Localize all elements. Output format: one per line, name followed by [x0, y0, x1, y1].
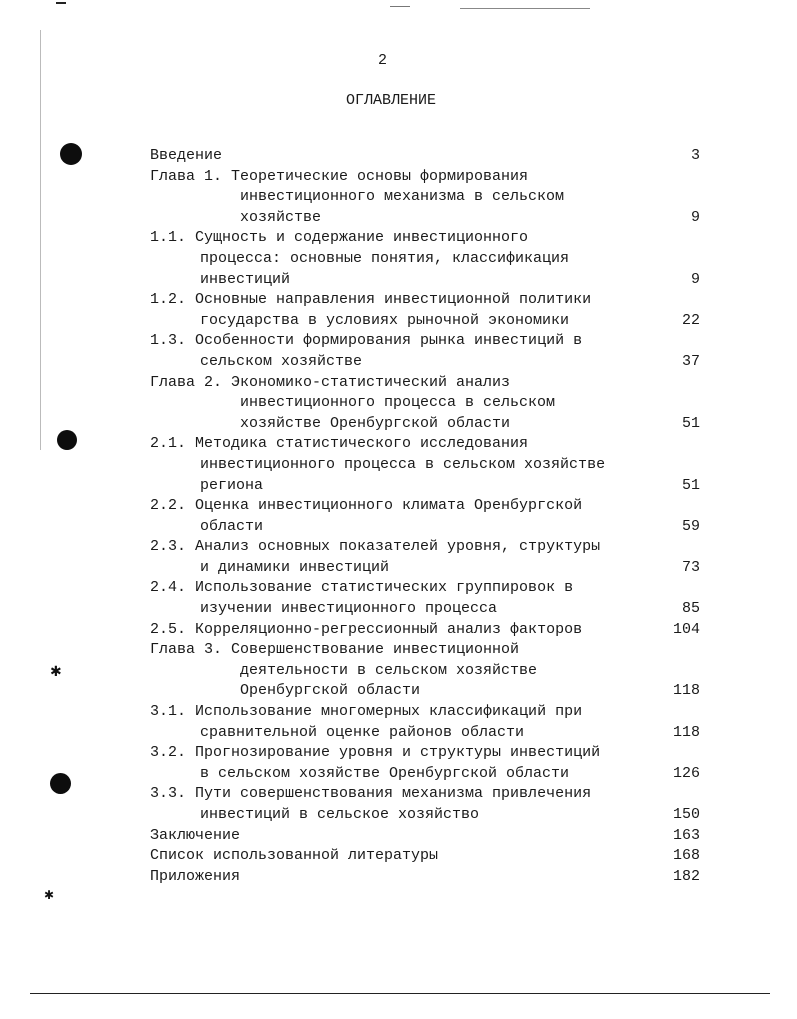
toc-entry-title-continuation: хозяйстве Оренбургской области: [240, 414, 511, 432]
toc-entry-title: 2.3. Анализ основных показателей уровня, структуры: [150, 538, 601, 556]
toc-entry-title: 2.5. Корреляционно-регрессионный анализ факторов: [150, 620, 583, 638]
toc-entry-title: 2.4. Использование статистических группировок в: [150, 579, 574, 597]
toc-entry-page-number: 104: [672, 620, 700, 638]
toc-entry: [150, 496, 710, 537]
toc-entry-page-number: 118: [672, 723, 700, 741]
toc-entry-page-number: 22: [681, 311, 700, 329]
toc-entry: [150, 146, 710, 167]
toc-entry-page-number: 73: [681, 558, 700, 576]
toc-entry: [150, 537, 710, 578]
toc-entry-page-number: 3: [690, 147, 700, 164]
scan-hole-dot: [57, 430, 77, 450]
toc-entry: [150, 373, 710, 435]
toc-entry-page-number: 51: [681, 476, 700, 494]
toc-entry-title-continuation: инвестиций в сельское хозяйство: [200, 806, 480, 823]
toc-entry-title: Глава 3. Совершенствование инвестиционной: [150, 641, 520, 659]
toc-entry-page-number: 150: [672, 806, 700, 823]
scan-mark: ✱: [50, 664, 62, 680]
toc-entry-page-number: 51: [681, 414, 700, 432]
toc-entry-title-continuation: сельском хозяйстве: [200, 352, 363, 370]
scan-mark: ✱: [44, 888, 55, 902]
toc-entry-title: Заключение: [150, 826, 241, 844]
page-title: ОГЛАВЛЕНИЕ: [346, 92, 437, 109]
toc-entry-title-continuation: государства в условиях рыночной экономики: [200, 311, 570, 329]
toc-entry: [150, 640, 710, 702]
toc-entry-page-number: 118: [672, 682, 700, 700]
toc-entry-title: Глава 2. Экономико-статистический анализ: [150, 373, 511, 391]
toc-entry-title-continuation: деятельности в сельском хозяйстве: [240, 661, 538, 679]
toc-entry-title-continuation: инвестиционного процесса в сельском: [240, 394, 556, 412]
toc-entry-title: Список использованной литературы: [150, 847, 439, 865]
toc-entry: [150, 578, 710, 619]
toc-entry-page-number: 163: [672, 826, 700, 844]
toc-entry-title-continuation: инвестиционного механизма в сельском: [240, 188, 565, 206]
toc-entry-page-number: 9: [690, 270, 700, 288]
toc-entry-title-continuation: в сельском хозяйстве Оренбургской области: [200, 764, 570, 782]
toc-entry-title: 1.3. Особенности формирования рынка инвестиций в: [150, 332, 583, 350]
toc-entry-title: 2.1. Методика статистического исследования: [150, 435, 529, 453]
toc-entry-title-continuation: Оренбургской области: [240, 682, 421, 700]
toc-entry-title-continuation: региона: [200, 476, 264, 494]
table-of-contents: [150, 146, 710, 887]
scan-top-line-2: [460, 8, 590, 9]
toc-entry: [150, 331, 710, 372]
toc-entry-title: Глава 1. Теоретические основы формирования: [150, 167, 529, 185]
toc-entry: [150, 290, 710, 331]
toc-entry-page-number: 182: [672, 867, 700, 885]
toc-entry: [150, 702, 710, 743]
toc-entry-title-continuation: области: [200, 517, 264, 535]
scan-top-left-mark: [56, 2, 66, 4]
scan-top-line: [390, 6, 410, 7]
toc-entry: [150, 867, 710, 888]
scan-hole-dot: [60, 143, 82, 165]
scan-hole-dot: [50, 773, 71, 794]
toc-entry: [150, 743, 710, 784]
toc-entry-page-number: 9: [690, 208, 700, 226]
toc-entry-page-number: 85: [681, 600, 700, 618]
toc-entry-title: 3.2. Прогнозирование уровня и структуры инвестиций: [150, 744, 601, 762]
scan-left-edge-line: [40, 30, 41, 450]
toc-entry-page-number: 168: [672, 847, 700, 865]
toc-entry-title: 1.1. Сущность и содержание инвестиционного: [150, 229, 529, 247]
toc-entry: [150, 434, 710, 496]
toc-entry-title-continuation: инвестиций: [200, 270, 291, 288]
toc-entry-title: 1.2. Основные направления инвестиционной политики: [150, 291, 592, 309]
toc-entry-title: 2.2. Оценка инвестиционного климата Оренбургской: [150, 497, 583, 515]
toc-entry: [150, 826, 710, 847]
toc-entry-title: Введение: [150, 147, 223, 164]
toc-entry: [150, 620, 710, 641]
toc-entry-title-continuation: сравнительной оценке районов области: [200, 723, 525, 741]
toc-entry: [150, 167, 710, 229]
toc-entry-title-continuation: процесса: основные понятия, классификация: [200, 249, 570, 267]
toc-entry-title: 3.1. Использование многомерных классификаций при: [150, 703, 583, 721]
toc-entry: [150, 228, 710, 290]
toc-entry-page-number: 37: [681, 352, 700, 370]
toc-entry-title-continuation: изучении инвестиционного процесса: [200, 600, 498, 618]
scan-bottom-line: [30, 993, 770, 994]
toc-entry-page-number: 126: [672, 764, 700, 782]
toc-entry: [150, 846, 710, 867]
toc-entry-title-continuation: инвестиционного процесса в сельском хозяйстве: [200, 455, 606, 473]
toc-entry-page-number: 59: [681, 517, 700, 535]
toc-entry-title: Приложения: [150, 867, 241, 885]
page-number: 2: [378, 52, 388, 69]
toc-entry: [150, 784, 710, 825]
toc-entry-title: 3.3. Пути совершенствования механизма привлечения: [150, 785, 592, 803]
toc-entry-title-continuation: и динамики инвестиций: [200, 558, 390, 576]
toc-entry-title-continuation: хозяйстве: [240, 208, 322, 226]
